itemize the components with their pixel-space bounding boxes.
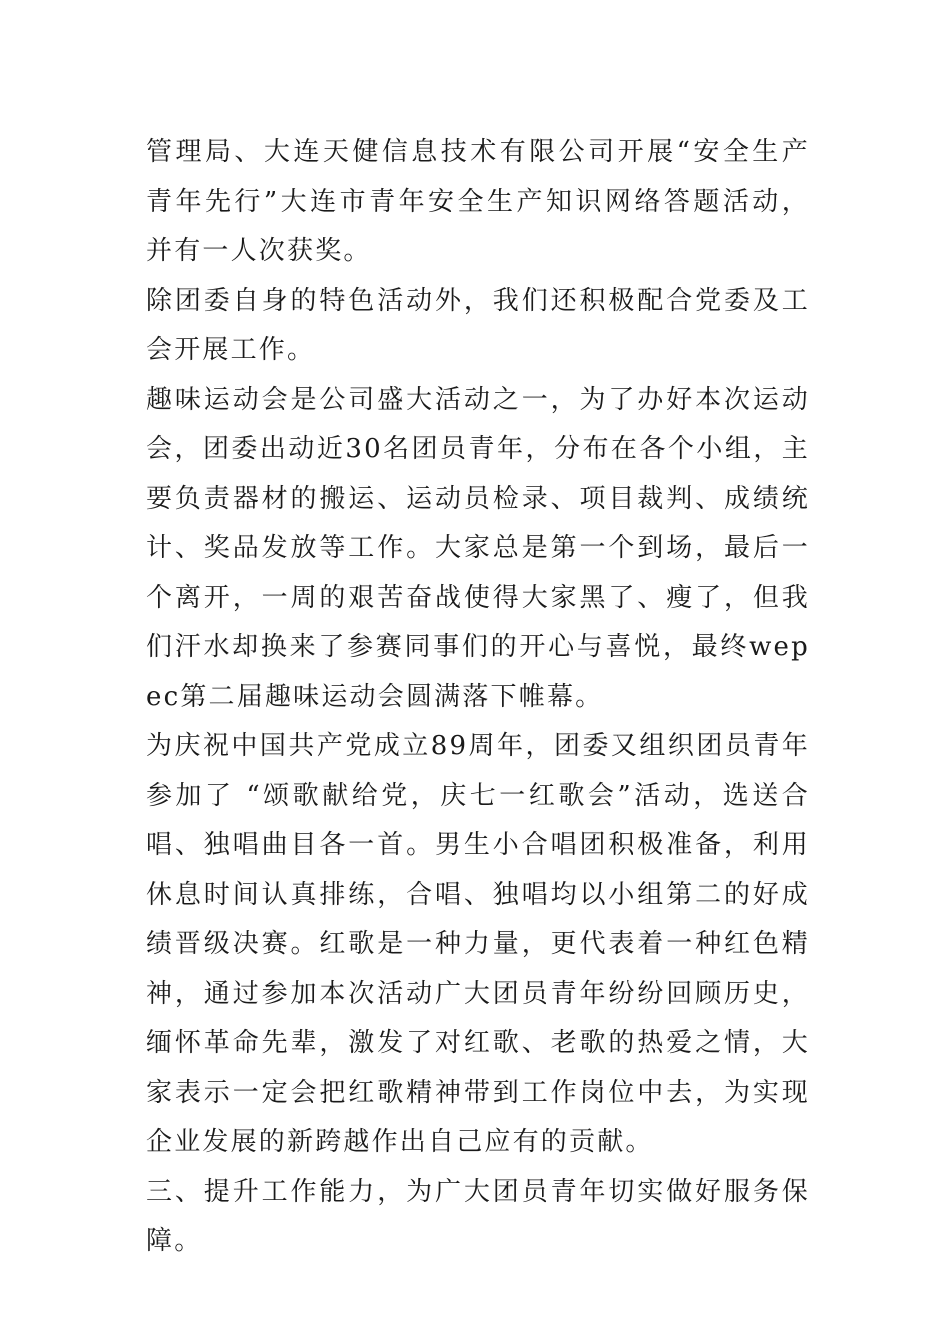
section-heading-3: 三、提升工作能力，为广大团员青年切实做好服务保障。 xyxy=(146,1176,810,1256)
paragraph-cooperation: 除团委自身的特色活动外，我们还积极配合党委及工会开展工作。 xyxy=(146,285,810,365)
paragraph-red-song-event: 为庆祝中国共产党成立89周年，团委又组织团员青年参加了 “颂歌献给党，庆七一红歌会”活动，选送合唱、独唱曲目各一首。男生小合唱团积极准备，利用休息时间认真排练，合唱、独唱均以小组第二的好成绩晋级决赛。红歌是一种力量，更代表着一种红色精神，通过参加本次活动广大团员青年纷纷回顾历史，缅怀革命先辈，激发了对红歌、老歌的热爱之情，大家表示一定会把红歌精神带到工作岗位中去，为实现企业发展的新跨越作出自己应有的贡献。 xyxy=(146,731,810,1157)
document-body xyxy=(146,128,810,1267)
paragraph-awards: 管理局、大连天健信息技术有限公司开展“安全生产青年先行”大连市青年安全生产知识网络答题活动，并有一人次获奖。 xyxy=(146,137,810,266)
paragraph-sports-meet: 趣味运动会是公司盛大活动之一，为了办好本次运动会，团委出动近30名团员青年，分布在各个小组，主要负责器材的搬运、运动员检录、项目裁判、成绩统计、奖品发放等工作。大家总是第一个到场，最后一个离开，一周的艰苦奋战使得大家黑了、瘦了，但我们汗水却换来了参赛同事们的开心与喜悦，最终wepec第二届趣味运动会圆满落下帷幕。 xyxy=(146,384,810,712)
